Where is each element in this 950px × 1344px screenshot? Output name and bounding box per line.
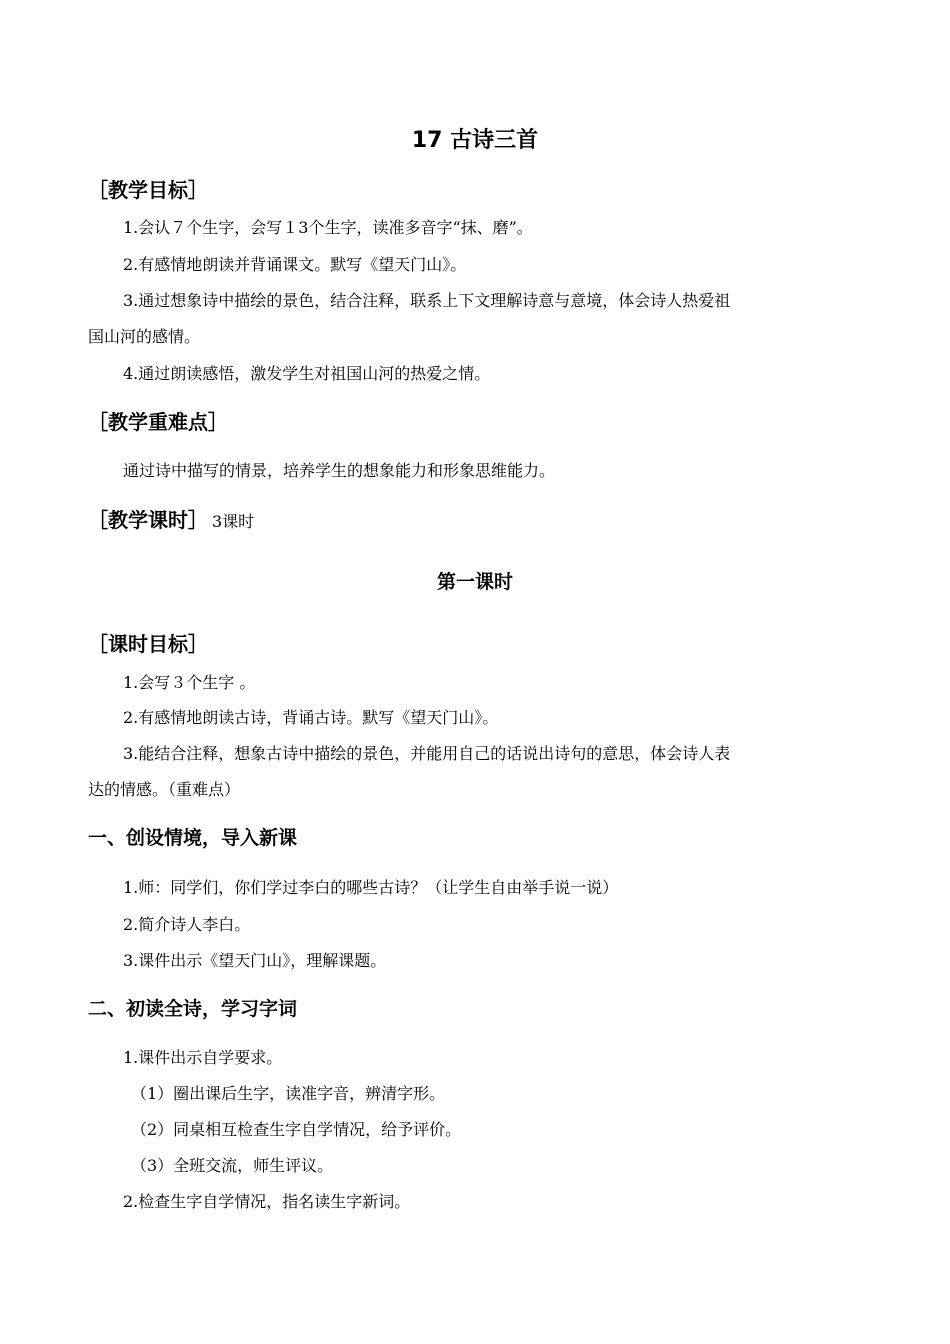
key-points-heading: ［教学重难点］ [88,410,228,434]
part1-item-3: 3.课件出示《望天门山》，理解课题。 [123,951,387,970]
lesson-goals-heading: ［课时目标］ [88,632,208,656]
objective-item-3-cont: 国山河的感情。 [88,327,201,346]
part1-heading: 一、创设情境，导入新课 [88,827,298,849]
lesson-goal-2: 2.有感情地朗读古诗，背诵古诗。默写《望天门山》。 [123,708,499,727]
lesson-goal-3: 3.能结合注释，想象古诗中描绘的景色，并能用自己的话说出诗句的意思，体会诗人表 [123,744,731,763]
objective-item-2: 2.有感情地朗读并背诵课文。默写《望天门山》。 [123,255,467,274]
key-points-text: 通过诗中描写的情景，培养学生的想象能力和形象思维能力。 [123,461,556,480]
objective-item-4: 4.通过朗读感悟，激发学生对祖国山河的热爱之情。 [123,364,491,383]
document-title: 17 古诗三首 [411,128,539,153]
lesson-goal-1: 1.会写３个生字 。 [123,673,256,692]
part2-sub-item-3: （3）全班交流，师生评议。 [131,1156,334,1175]
hours-value: 3课时 [212,512,255,531]
part2-sub-item-2: （2）同桌相互检查生字自学情况，给予评价。 [131,1120,462,1139]
hours-label: ［教学课时］ [88,508,208,532]
lesson-goal-3-cont: 达的情感。（重难点） [88,780,241,799]
hours-heading [88,510,254,530]
part2-item-2: 2.检查生字自学情况，指名读生字新词。 [123,1192,411,1211]
part2-item-1: 1.课件出示自学要求。 [123,1048,283,1067]
part1-item-2: 2.简介诗人李白。 [123,915,251,934]
lesson-title: 第一课时 [436,571,513,593]
part2-heading: 二、初读全诗，学习字词 [88,998,298,1020]
part1-item-1: 1.师：同学们，你们学过李白的哪些古诗？（让学生自由举手说一说） [123,878,619,897]
part2-sub-item-1: （1）圈出课后生字，读准字音，辨清字形。 [131,1084,446,1103]
objective-item-1: 1.会认７个生字，会写１3个生字，读准多音字“抹、磨”。 [123,218,533,237]
objectives-heading: ［教学目标］ [88,178,208,202]
objective-item-3: 3.通过想象诗中描绘的景色，结合注释，联系上下文理解诗意与意境，体会诗人热爱祖 [123,291,731,310]
